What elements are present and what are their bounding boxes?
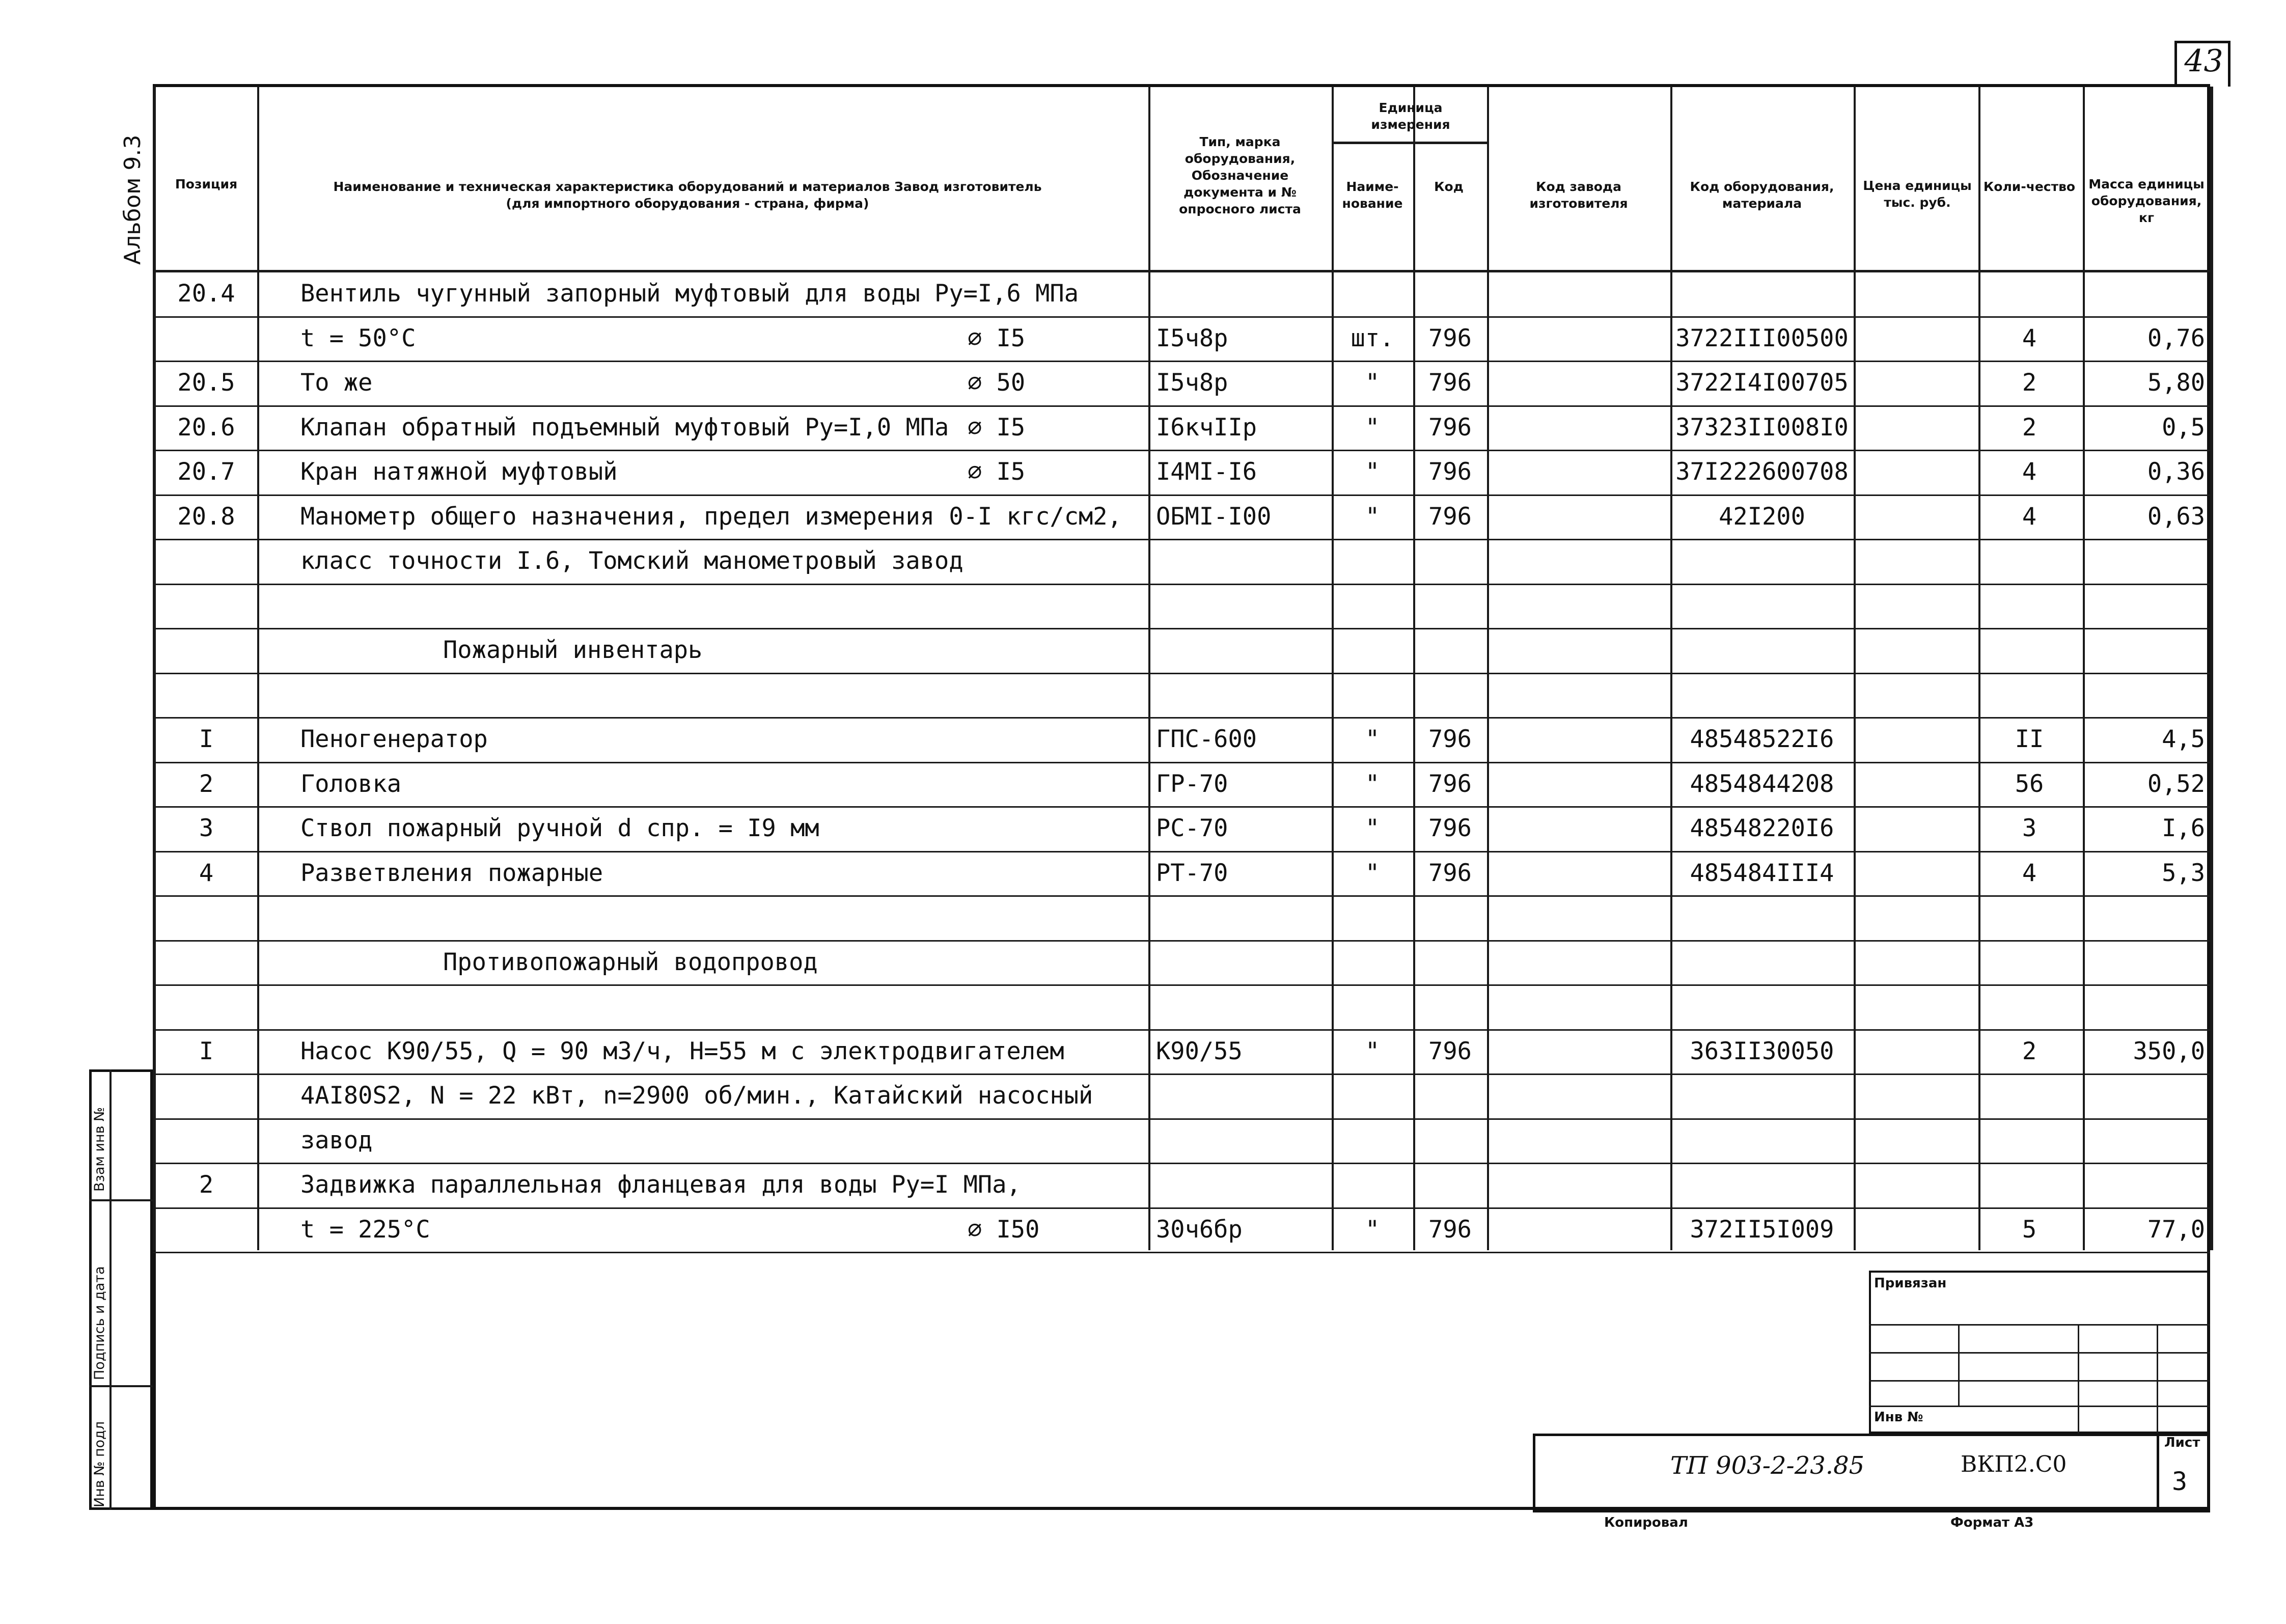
col-line-7 [1854, 87, 1856, 1250]
row-line [153, 984, 2210, 986]
cell-pos: 20.4 [177, 280, 235, 308]
cell-equip: 48548220I6 [1690, 814, 1834, 842]
hdr-price: Цена единицы тыс. руб. [1863, 178, 1972, 210]
cell-qty: 4 [2022, 502, 2037, 531]
cell-unit: " [1365, 1215, 1380, 1244]
cell-name: класс точности I.6, Томский манометровый завод [300, 547, 963, 575]
cell-name: t = 225°C [300, 1215, 430, 1244]
row-line [153, 494, 2210, 496]
row-line [153, 806, 2210, 808]
cell-code: 796 [1428, 1037, 1472, 1065]
col-line-3 [1332, 87, 1334, 1250]
cell-mass: 0,36 [2147, 458, 2205, 486]
cell-mass: I,6 [2162, 814, 2205, 842]
cell-qty: 56 [2015, 769, 2044, 798]
cell-qty: 2 [2022, 1037, 2037, 1065]
cell-qty: 4 [2022, 458, 2037, 486]
cell-type: ГР-70 [1156, 769, 1228, 798]
row-line [153, 539, 2210, 540]
cell-code: 796 [1428, 1215, 1472, 1244]
col-line-4 [1413, 87, 1415, 1250]
cell-name: Головка [300, 769, 402, 798]
cell-name: Манометр общего назначения, предел измерения 0-I кгс/см2, [300, 502, 1122, 531]
cell-type: К90/55 [1156, 1037, 1243, 1065]
cell-type: I4МI-I6 [1156, 458, 1257, 486]
cell-pos: 20.5 [177, 369, 235, 397]
cell-name: Задвижка параллельная фланцевая для воды Ру=I МПа, [300, 1171, 1021, 1199]
col-line-2 [1148, 87, 1150, 1250]
col-line-0 [153, 87, 156, 1250]
cell-type: ГПС-600 [1156, 725, 1257, 753]
row-line [153, 316, 2210, 318]
hdr-unit-code: Код [1434, 179, 1464, 194]
cell-pos: 4 [199, 859, 214, 887]
hdr-factory-code: Код завода изготовителя [1529, 179, 1628, 211]
stamp-signature-date: Подпись и дата [92, 1266, 107, 1380]
col-line-8 [1978, 87, 1980, 1250]
cell-unit: " [1365, 769, 1380, 798]
cell-pos: I [199, 725, 214, 753]
col-line-6 [1670, 87, 1672, 1250]
cell-name: Пеногенератор [300, 725, 488, 753]
cell-equip: 37I222600708 [1675, 458, 1849, 486]
hdr-type: Тип, марка оборудования, Обозначение документа и № опросного листа [1179, 134, 1301, 216]
cell-mass: 77,0 [2147, 1215, 2205, 1244]
cell-dn: ∅ 50 [968, 369, 1026, 397]
cell-equip: 37323II008I0 [1675, 413, 1849, 442]
title-block [1533, 1434, 2210, 1512]
cell-pos: 20.7 [177, 458, 235, 486]
hdr-line-1 [153, 270, 2210, 272]
cell-type: 30ч6бр [1156, 1215, 1243, 1244]
row-line [153, 1163, 2210, 1164]
cell-code: 796 [1428, 769, 1472, 798]
cell-pos: 20.8 [177, 502, 235, 531]
cell-unit: " [1365, 814, 1380, 842]
row-line [153, 895, 2210, 897]
col-line-9 [2083, 87, 2085, 1250]
hdr-unit-group: Единица измерения [1371, 100, 1450, 132]
cell-name: Противопожарный водопровод [443, 948, 818, 976]
cell-name: Кран натяжной муфтовый [300, 458, 618, 486]
hdr-name: Наименование и техническая характеристика оборудований и материалов Завод изготовитель (для импортного оборудования - страна, фирма) [333, 179, 1042, 211]
row-line [153, 717, 2210, 719]
cell-type: ОБМI-I00 [1156, 502, 1272, 531]
col-line-1 [257, 87, 259, 1250]
cell-unit: " [1365, 413, 1380, 442]
row-line [153, 1252, 2210, 1253]
cell-type: I5ч8р [1156, 369, 1228, 397]
cell-mass: 0,5 [2162, 413, 2205, 442]
hdr-line-0 [1332, 142, 1487, 144]
cell-qty: 2 [2022, 413, 2037, 442]
doc-code: ТП 903-2-23.85 [1670, 1451, 1865, 1480]
inv-no-label: Инв № [1874, 1410, 1923, 1425]
cell-name: То же [300, 369, 373, 397]
cell-unit: " [1365, 1037, 1380, 1065]
corner-sheet-number: 43 [2184, 43, 2223, 79]
cell-code: 796 [1428, 324, 1472, 352]
col-line-5 [1487, 87, 1489, 1250]
cell-name: Пожарный инвентарь [443, 636, 703, 664]
format-label: Формат А3 [1950, 1515, 2034, 1530]
cell-type: I6кчIIр [1156, 413, 1257, 442]
cell-name: Разветвления пожарные [300, 859, 603, 887]
cell-name: 4АI80S2, N = 22 кВт, n=2900 об/мин., Катайский насосный [300, 1082, 1093, 1110]
kopiroval-label: Копировал [1604, 1515, 1688, 1530]
row-line [153, 673, 2210, 674]
cell-type: I5ч8р [1156, 324, 1228, 352]
cell-equip: 48548522I6 [1690, 725, 1834, 753]
cell-code: 796 [1428, 814, 1472, 842]
stamp-inv-podl: Инв № подл [92, 1421, 107, 1507]
cell-qty: 3 [2022, 814, 2037, 842]
cell-name: Вентиль чугунный запорный муфтовый для воды Ру=I,6 МПа [300, 280, 1079, 308]
hdr-qty: Коли-чество [1983, 179, 2076, 194]
hdr-unit-name: Наиме-нование [1342, 179, 1403, 211]
hdr-position: Позиция [175, 177, 238, 191]
hdr-equip-code: Код оборудования, материала [1690, 179, 1834, 211]
cell-unit: шт. [1351, 324, 1394, 352]
stamp-vzam-inv: Взам инв № [92, 1107, 107, 1192]
cell-unit: " [1365, 502, 1380, 531]
row-line [153, 762, 2210, 763]
row-line [153, 1118, 2210, 1120]
sheet-number: 3 [2172, 1467, 2188, 1496]
album-label: Альбом 9.3 [120, 134, 146, 265]
cell-name: Клапан обратный подъемный муфтовый Ру=I,0 МПа [300, 413, 949, 442]
cell-type: РТ-70 [1156, 859, 1228, 887]
cell-mass: 4,5 [2162, 725, 2205, 753]
cell-unit: " [1365, 725, 1380, 753]
cell-qty: 2 [2022, 369, 2037, 397]
cell-mass: 0,52 [2147, 769, 2205, 798]
hdr-mass: Масса единицы оборудования, кг [2088, 177, 2205, 225]
cell-equip: 4854844208 [1690, 769, 1834, 798]
cell-unit: " [1365, 369, 1380, 397]
cell-unit: " [1365, 458, 1380, 486]
cell-dn: ∅ I5 [968, 458, 1026, 486]
row-line [153, 1029, 2210, 1031]
cell-mass: 350,0 [2133, 1037, 2205, 1065]
row-line [153, 628, 2210, 629]
row-line [153, 584, 2210, 585]
cell-mass: 5,80 [2147, 369, 2205, 397]
cell-code: 796 [1428, 413, 1472, 442]
cell-mass: 0,76 [2147, 324, 2205, 352]
cell-mass: 5,3 [2162, 859, 2205, 887]
cell-qty: 5 [2022, 1215, 2037, 1244]
cell-qty: 4 [2022, 859, 2037, 887]
sheet-label: Лист [2164, 1435, 2200, 1450]
cell-pos: 20.6 [177, 413, 235, 442]
cell-equip: 363II30050 [1690, 1037, 1834, 1065]
row-line [153, 851, 2210, 852]
row-line [153, 361, 2210, 362]
cell-mass: 0,63 [2147, 502, 2205, 531]
cell-equip: 372II5I009 [1690, 1215, 1834, 1244]
row-line [153, 1207, 2210, 1209]
cell-code: 796 [1428, 502, 1472, 531]
cell-pos: 2 [199, 1171, 214, 1199]
cell-name: t = 50°C [300, 324, 416, 352]
row-line [153, 1074, 2210, 1075]
cell-qty: II [2015, 725, 2044, 753]
cell-dn: ∅ I5 [968, 413, 1026, 442]
cell-type: РС-70 [1156, 814, 1228, 842]
cell-equip: 3722III00500 [1675, 324, 1849, 352]
cell-equip: 42I200 [1719, 502, 1805, 531]
row-line [153, 450, 2210, 451]
cell-qty: 4 [2022, 324, 2037, 352]
cell-pos: I [199, 1037, 214, 1065]
privyazan-label: Привязан [1874, 1276, 1947, 1291]
cell-name: Насос К90/55, Q = 90 м3/ч, H=55 м с электродвигателем [300, 1037, 1064, 1065]
cell-name: Ствол пожарный ручной d спр. = I9 мм [300, 814, 819, 842]
cell-pos: 3 [199, 814, 214, 842]
cell-code: 796 [1428, 725, 1472, 753]
cell-dn: ∅ I50 [968, 1215, 1040, 1244]
cell-dn: ∅ I5 [968, 324, 1026, 352]
cell-code: 796 [1428, 859, 1472, 887]
cell-unit: " [1365, 859, 1380, 887]
cell-equip: 485484III4 [1690, 859, 1834, 887]
cell-code: 796 [1428, 458, 1472, 486]
section-code: ВКП2.С0 [1961, 1451, 2067, 1477]
cell-code: 796 [1428, 369, 1472, 397]
cell-name: завод [300, 1126, 373, 1154]
cell-pos: 2 [199, 769, 214, 798]
row-line [153, 405, 2210, 407]
row-line [153, 940, 2210, 942]
col-line-10 [2210, 87, 2213, 1250]
cell-equip: 3722I4I00705 [1675, 369, 1849, 397]
